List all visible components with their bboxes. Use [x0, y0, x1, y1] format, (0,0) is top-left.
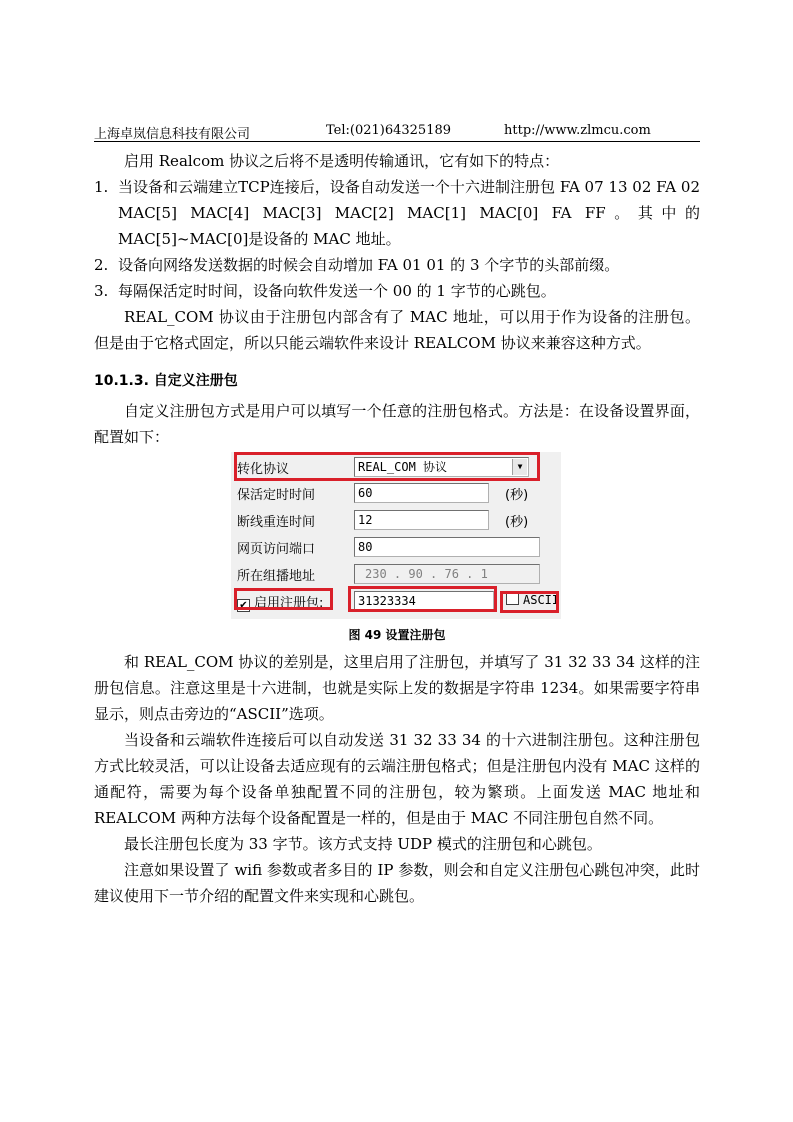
register-checkbox-label: 启用注册包 — [254, 596, 320, 611]
list-text: 每隔保活定时时间，设备向软件发送一个 00 的 1 字节的心跳包。 — [118, 282, 556, 300]
register-colon: : — [319, 596, 324, 611]
header-url: http://www.zlmcu.com — [504, 123, 651, 138]
list-text: 当设备和云端建立TCP连接后，设备自动发送一个十六进制注册包 FA 07 13 02 FA 02 MAC[5] MAC[4] MAC[3] MAC[2] MAC[1] MAC[0] FA FF。其中的 MAC[5]~MAC[0]是设备的 MAC 地址。 — [118, 178, 700, 248]
multicast-label: 所在组播地址 — [237, 569, 316, 584]
note-paragraph: 注意如果设置了 wifi 参数或者多目的 IP 参数，则会和自定义注册包心跳包冲突，此时建议使用下一节介绍的配置文件来实现和心跳包。 — [94, 861, 700, 905]
connect-paragraph: 当设备和云端软件连接后可以自动发送 31 32 33 34 的十六进制注册包。这种注册包方式比较灵活，可以让设备去适应现有的云端注册包格式；但是注册包内没有 MAC 这样的通配符，需要为每个设备单独配置不同的注册包，较为繁琐。上面发送 MAC 地址和 REALCOM 两种方法每个设备配置是一样的，但是由于 MAC 不同注册包自然不同。 — [94, 731, 700, 827]
ascii-label: ASCII — [523, 593, 560, 607]
highlight-box — [348, 586, 497, 612]
highlight-box — [234, 452, 540, 481]
keepalive-label: 保活定时时间 — [237, 488, 316, 503]
webport-row — [231, 534, 561, 560]
list-number: 3. — [94, 282, 109, 300]
multicast-row — [231, 561, 561, 587]
list-number: 2. — [94, 256, 109, 274]
list-number: 1. — [94, 178, 109, 196]
multicast-input: 230 . 90 . 76 . 1 — [354, 564, 540, 584]
realcom-paragraph: REAL_COM 协议由于注册包内部含有了 MAC 地址，可以用于作为设备的注册包。但是由于它格式固定，所以只能云端软件来设计 REALCOM 协议来兼容这种方式。 — [94, 308, 700, 352]
reconnect-row — [231, 507, 561, 533]
protocol-label: 转化协议 — [237, 462, 290, 477]
list-text: 设备向网络发送数据的时候会自动增加 FA 01 01 的 3 个字节的头部前缀。 — [118, 256, 620, 274]
header-tel: Tel:(021)64325189 — [326, 123, 452, 138]
checkbox-checked-icon[interactable]: ✔ — [237, 599, 250, 612]
highlight-box — [500, 591, 559, 613]
webport-label: 网页访问端口 — [237, 542, 316, 557]
keepalive-row — [231, 480, 561, 506]
header-company: 上海卓岚信息科技有限公司 — [94, 127, 251, 142]
maxlen-paragraph: 最长注册包长度为 33 字节。该方式支持 UDP 模式的注册包和心跳包。 — [124, 835, 602, 853]
reconnect-input[interactable]: 12 — [354, 510, 489, 530]
settings-figure — [231, 452, 561, 619]
highlight-box — [234, 588, 333, 610]
list-item — [94, 278, 700, 304]
register-input[interactable]: 31323334 — [354, 591, 494, 611]
webport-input[interactable]: 80 — [354, 537, 540, 557]
document-body — [94, 148, 700, 909]
custom-paragraph: 自定义注册包方式是用户可以填写一个任意的注册包格式。方法是：在设备设置界面，配置如下： — [94, 402, 700, 446]
protocol-value: REAL_COM 协议 — [358, 460, 448, 474]
diff-paragraph: 和 REAL_COM 协议的差别是，这里启用了注册包，并填写了 31 32 33 34 这样的注册包信息。注意这里是十六进制，也就是实际上发的数据是字符串 1234。如果需要字符串显示，则点击旁边的“ASCII”选项。 — [94, 653, 700, 723]
reconnect-label: 断线重连时间 — [237, 515, 316, 530]
figure-caption: 图 49 设置注册包 — [348, 628, 446, 642]
list-item — [94, 174, 700, 252]
keepalive-unit: (秒) — [505, 488, 529, 503]
intro-paragraph: 启用 Realcom 协议之后将不是透明传输通讯，它有如下的特点： — [124, 152, 560, 170]
reconnect-unit: (秒) — [505, 515, 529, 530]
page-header — [94, 121, 700, 142]
section-title: 10.1.3. 自定义注册包 — [94, 373, 238, 389]
list-item — [94, 252, 700, 278]
chevron-down-icon[interactable]: ▼ — [512, 459, 527, 475]
keepalive-input[interactable]: 60 — [354, 483, 489, 503]
